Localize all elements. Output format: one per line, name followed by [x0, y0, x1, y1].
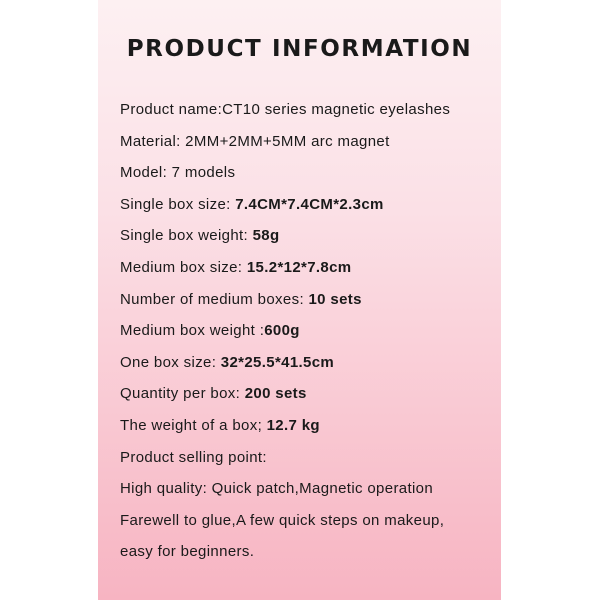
line-label: Quantity per box:	[120, 385, 245, 403]
line-label: Number of medium boxes:	[120, 290, 309, 308]
line-label: Product selling point:	[120, 448, 267, 466]
model-line	[120, 157, 495, 189]
box-weight-line	[120, 410, 495, 442]
selling-point-line	[120, 536, 495, 568]
line-label: Single box weight:	[120, 227, 253, 245]
line-label: Model: 7 models	[120, 164, 236, 182]
line-label: High quality: Quick patch,Magnetic operation	[120, 480, 434, 498]
line-value: 10 sets	[308, 290, 362, 308]
line-label: One box size:	[120, 353, 221, 371]
single-box-weight-line	[120, 220, 495, 252]
selling-point-heading	[120, 442, 495, 474]
line-value: 600g	[264, 322, 300, 340]
line-label: Medium box size:	[120, 258, 247, 276]
selling-point-line	[120, 473, 495, 505]
page-title: PRODUCT INFORMATION	[126, 36, 473, 62]
material-line	[120, 126, 495, 158]
medium-box-weight-line	[120, 315, 495, 347]
line-label: Medium box weight :	[120, 322, 265, 340]
line-label: Material: 2MM+2MM+5MM arc magnet	[120, 132, 390, 150]
line-value: 58g	[252, 227, 280, 245]
info-list	[120, 94, 495, 568]
selling-point-line	[120, 505, 495, 537]
line-label: easy for beginners.	[120, 543, 255, 561]
line-label: Single box size:	[120, 195, 236, 213]
line-value: 32*25.5*41.5cm	[220, 353, 335, 371]
line-value: 15.2*12*7.8cm	[246, 258, 352, 276]
line-value: 12.7 kg	[266, 416, 320, 434]
quantity-per-box-line	[120, 378, 495, 410]
one-box-size-line	[120, 347, 495, 379]
line-label: Farewell to glue,A few quick steps on makeup,	[120, 511, 445, 529]
product-name-line	[120, 94, 495, 126]
line-value: 200 sets	[244, 385, 307, 403]
medium-box-count-line	[120, 284, 495, 316]
line-label: Product name:CT10 series magnetic eyelashes	[120, 101, 451, 118]
line-value: 7.4CM*7.4CM*2.3cm	[235, 195, 384, 213]
single-box-size-line	[120, 189, 495, 221]
product-info-card	[98, 0, 501, 600]
medium-box-size-line	[120, 252, 495, 284]
line-label: The weight of a box;	[120, 416, 267, 434]
